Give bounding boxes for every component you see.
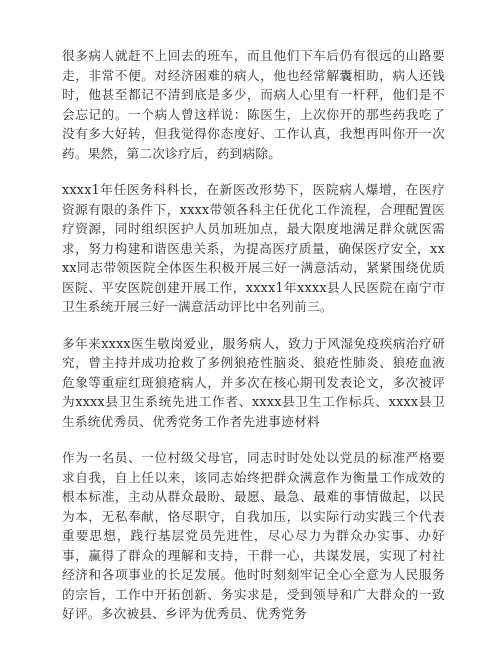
paragraph-1: 很多病人就赶不上回去的班车，而且他们下车后仍有很远的山路要走，非常不便。对经济困难的病人，他也经常解囊相助，病人还钱时，他甚至都记不清到底是多少，而病人心里有一杆秤，他们是不会忘记的。一个病人曾这样说：陈医生，上次你开的那些药我吃了没有多大好转，但我觉得你态度好、工作认真，我想再叫你开一次药。果然，第二次诊疗后，药到病除。: [62, 48, 445, 161]
paragraph-4: 作为一名员、一位村级父母官，同志时时处处以党员的标准严格要求自我，自上任以来，该同志始终把群众满意作为衡量工作成效的根本标准，主动从群众最盼、最愿、最急、最难的事情做起，以民为本，无私奉献，恪尽职守，自我加压，以实际行动实践三个代表重要思想，践行基层党员先进性，尽心尽力为群众办实事、办好事，赢得了群众的理解和支持，干群一心，共谋发展，实现了村社经济和各项事业的长足发展。他时时刻刻牢记全心全意为人民服务的宗旨，工作中开拓创新、务实求是，受到领导和广大群众的一致好评。多次被县、乡评为优秀员、优秀党务: [62, 450, 445, 621]
document-body: [62, 46, 445, 641]
paragraph-3: 多年来xxxx医生敬岗爱业，服务病人，致力于风湿免疫疾病治疗研究，曾主持并成功抢救了多例狼疮性脑炎、狼疮性肺炎、狼疮血液危象等重症红斑狼疮病人，并多次在核心期刊发表论文，多次被评为xxxx县卫生系统先进工作者、xxxx县卫生工作标兵、xxxx县卫生系统优秀员、优秀党务工作者先进事迹材料: [62, 335, 445, 429]
paragraph-2: xxxx1年任医务科科长，在新医改形势下，医院病人爆增，在医疗资源有限的条件下，xxxx带领各科主任优化工作流程，合理配置医疗资源，同时组织医护人员加班加点，最大限度地满足群众就医需求，努力构建和谐医患关系，为提高医疗质量，确保医疗安全，xxxx同志带领医院全体医生积极开展三好一满意活动，紧紧围绕优质医院、平安医院创建开展工作，xxxx1年xxxx县人民医院在南宁市卫生系统开展三好一满意活动评比中名列前三。: [62, 182, 445, 314]
